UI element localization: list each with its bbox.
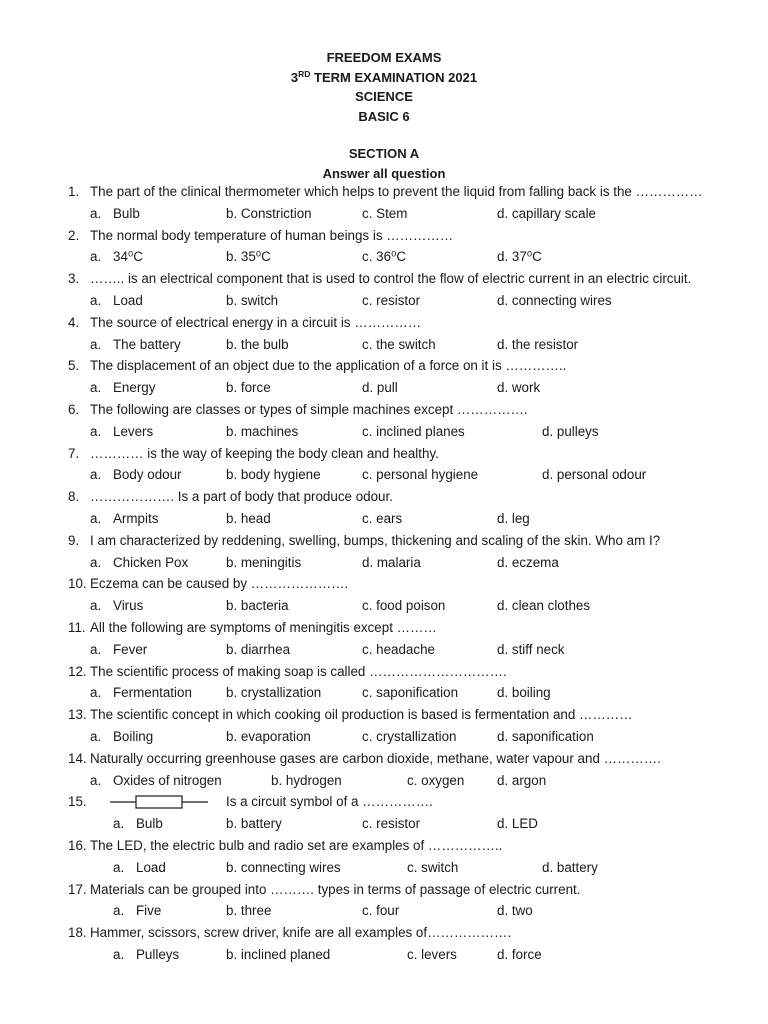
question-17 [0, 879, 768, 901]
option-b: b. Constriction [226, 205, 312, 221]
option-d: d. connecting wires [497, 292, 612, 308]
option-text: Load [113, 292, 143, 308]
question-10 [0, 573, 768, 595]
question-6 [0, 399, 768, 421]
question-number: 5. [68, 358, 80, 374]
option-text: Bulb [136, 816, 163, 832]
option-c: c. inclined planes [362, 423, 465, 439]
option-letter: a. [90, 423, 102, 439]
question-text: The source of electrical energy in a circuit is …………… [90, 314, 422, 330]
option-c: c. food poison [362, 598, 446, 614]
option-c: c. crystallization [362, 728, 457, 744]
question-14 [0, 748, 768, 770]
question-text: The LED, the electric bulb and radio set are examples of …………….. [90, 837, 503, 853]
option-letter: a. [90, 249, 102, 265]
option-b: b. the bulb [226, 336, 289, 352]
question-text: ………… is the way of keeping the body clean and healthy. [90, 445, 439, 461]
option-b: b. head [226, 510, 271, 526]
question-number: 9. [68, 532, 80, 548]
option-text: Oxides of nitrogen [113, 772, 222, 788]
option-b: b. meningitis [226, 554, 302, 570]
option-b: b. battery [226, 816, 282, 832]
question-number: 12. [68, 663, 87, 679]
option-text: The battery [113, 336, 181, 352]
option-text: Body odour [113, 467, 182, 483]
option-c: d. malaria [362, 554, 421, 570]
question-list [0, 181, 768, 966]
option-c: c. 36⁰C [362, 249, 407, 265]
options-row [0, 944, 768, 966]
option-c: c. personal hygiene [362, 467, 479, 483]
question-number: 8. [68, 489, 80, 505]
question-18 [0, 922, 768, 944]
resistor-symbol-icon [110, 795, 210, 809]
options-row [0, 595, 768, 617]
question-2 [0, 225, 768, 247]
option-text: Chicken Pox [113, 554, 189, 570]
option-text: Energy [113, 380, 156, 396]
option-d: d. force [497, 946, 542, 962]
exam-header [0, 48, 768, 126]
option-letter: a. [90, 772, 102, 788]
options-row [0, 464, 768, 486]
option-b: b. machines [226, 423, 299, 439]
option-text: Boiling [113, 728, 154, 744]
option-d: d. clean clothes [497, 598, 591, 614]
option-b: b. body hygiene [226, 467, 321, 483]
option-b: b. connecting wires [226, 859, 341, 875]
question-13 [0, 704, 768, 726]
question-text: The following are classes or types of simple machines except ……………. [90, 401, 528, 417]
question-text: The displacement of an object due to the application of a force on it is ………….. [90, 358, 567, 374]
option-letter: a. [113, 816, 125, 832]
question-text: …….. is an electrical component that is used to control the flow of electric current in an electric circuit. [90, 271, 692, 287]
question-number: 14. [68, 750, 87, 766]
option-d: d. LED [497, 816, 538, 832]
section-title: SECTION A [348, 146, 420, 161]
options-row [0, 857, 768, 879]
options-row [0, 726, 768, 748]
question-number: 2. [68, 227, 80, 243]
option-text: Five [136, 903, 162, 919]
question-text: Eczema can be caused by …………………. [90, 576, 349, 592]
subject-title: SCIENCE [355, 89, 413, 104]
option-text: Armpits [113, 510, 159, 526]
term-ordinal: RD [298, 68, 311, 79]
question-number: 6. [68, 401, 80, 417]
option-b: b. force [226, 380, 271, 396]
option-text: Levers [113, 423, 154, 439]
option-c: c. switch [407, 859, 459, 875]
option-text: Pulleys [136, 946, 180, 962]
option-d: d. boiling [497, 685, 551, 701]
question-number: 15. [68, 794, 87, 810]
question-11 [0, 617, 768, 639]
question-number: 4. [68, 314, 80, 330]
option-c: c. saponification [362, 685, 459, 701]
question-5 [0, 355, 768, 377]
options-row [0, 246, 768, 268]
question-text: The normal body temperature of human beings is …………… [90, 227, 454, 243]
option-b: b. 35⁰C [226, 249, 271, 265]
question-8 [0, 486, 768, 508]
question-text: I am characterized by reddening, swelling, bumps, thickening and scaling of the skin. Who am I? [90, 532, 661, 548]
question-number: 17. [68, 881, 87, 897]
option-d: d. leg [497, 510, 530, 526]
option-letter: a. [113, 903, 125, 919]
option-letter: a. [90, 380, 102, 396]
question-text: Naturally occurring greenhouse gases are carbon dioxide, methane, water vapour and …………. [90, 750, 661, 766]
option-d: d. argon [497, 772, 547, 788]
option-text: Fermentation [113, 685, 192, 701]
option-letter: a. [113, 946, 125, 962]
question-text: The scientific concept in which cooking oil production is based is fermentation and ………… [90, 707, 633, 723]
question-text: The part of the clinical thermometer which helps to prevent the liquid from falling back is the …………… [90, 184, 703, 199]
section-heading [0, 144, 768, 183]
option-b: b. diarrhea [226, 641, 291, 657]
question-text: All the following are symptoms of meningitis except ……… [90, 619, 437, 635]
options-row [0, 334, 768, 356]
option-text: Fever [113, 641, 148, 657]
question-number: 1. [68, 184, 80, 199]
option-c: c. Stem [362, 205, 408, 221]
option-text: Bulb [113, 205, 140, 221]
option-letter: a. [90, 554, 102, 570]
question-text: Hammer, scissors, screw driver, knife are all examples of………………. [90, 925, 512, 941]
option-letter: a. [90, 641, 102, 657]
section-instruction: Answer all question [322, 165, 446, 181]
option-b: b. hydrogen [271, 772, 342, 788]
term-number: 3 [290, 69, 299, 85]
question-number: 16. [68, 837, 87, 853]
option-c: c. oxygen [407, 772, 465, 788]
question-text: The scientific process of making soap is called …………………………. [90, 663, 507, 679]
option-c: c. resistor [362, 816, 421, 832]
option-b: b. inclined planed [226, 946, 331, 962]
option-c: c. ears [362, 510, 403, 526]
option-c: c. the switch [362, 336, 436, 352]
question-15 [0, 791, 768, 813]
option-b: b. crystallization [226, 685, 322, 701]
option-d: d. two [497, 903, 533, 919]
options-row [0, 639, 768, 661]
question-number: 18. [68, 925, 87, 941]
option-letter: a. [90, 336, 102, 352]
option-letter: a. [90, 292, 102, 308]
option-d: d. saponification [497, 728, 594, 744]
option-d: d. 37⁰C [497, 249, 542, 265]
option-c: c. four [362, 903, 400, 919]
question-9 [0, 530, 768, 552]
option-b: b. bacteria [226, 598, 289, 614]
question-text: ………………. Is a part of body that produce odour. [90, 489, 393, 505]
question-text: Materials can be grouped into ………. types in terms of passage of electric current. [90, 881, 581, 897]
options-row [0, 813, 768, 835]
term-title-rest: TERM EXAMINATION 2021 [310, 69, 478, 85]
option-b: b. three [226, 903, 272, 919]
option-b: b. switch [226, 292, 279, 308]
option-c: c. headache [362, 641, 435, 657]
option-letter: a. [90, 685, 102, 701]
option-letter: a. [90, 467, 102, 483]
options-row [0, 508, 768, 530]
option-d: d. eczema [497, 554, 559, 570]
question-text: Is a circuit symbol of a ……………. [226, 794, 433, 810]
option-d: d. stiff neck [497, 641, 565, 657]
option-d: d. the resistor [497, 336, 579, 352]
question-number: 7. [68, 445, 80, 461]
option-c: c. resistor [362, 292, 421, 308]
option-d: d. work [497, 380, 541, 396]
question-4 [0, 312, 768, 334]
term-title [0, 68, 768, 88]
question-1 [0, 181, 768, 203]
option-letter: a. [113, 859, 125, 875]
question-number: 11. [68, 619, 86, 635]
question-3 [0, 268, 768, 290]
question-number: 10. [68, 576, 87, 592]
question-16 [0, 835, 768, 857]
question-number: 13. [68, 707, 87, 723]
option-letter: a. [90, 205, 102, 221]
option-b: b. evaporation [226, 728, 311, 744]
options-row [0, 203, 768, 225]
option-d: d. pulleys [542, 423, 599, 439]
question-7 [0, 443, 768, 465]
option-text: Load [136, 859, 166, 875]
option-d: d. capillary scale [497, 205, 596, 221]
options-row [0, 377, 768, 399]
option-letter: a. [90, 510, 102, 526]
option-c: c. levers [407, 946, 457, 962]
question-12 [0, 661, 768, 683]
options-row [0, 421, 768, 443]
options-row [0, 770, 768, 792]
question-number: 3. [68, 271, 80, 287]
school-name: FREEDOM EXAMS [326, 50, 442, 65]
option-d: d. battery [542, 859, 598, 875]
class-title: BASIC 6 [358, 108, 410, 124]
options-row [0, 900, 768, 922]
options-row [0, 682, 768, 704]
option-letter: a. [90, 598, 102, 614]
option-text: Virus [113, 598, 144, 614]
option-text: 34⁰C [113, 249, 143, 265]
option-letter: a. [90, 728, 102, 744]
options-row [0, 290, 768, 312]
options-row [0, 552, 768, 574]
option-d: d. personal odour [542, 467, 647, 483]
option-c: d. pull [362, 380, 398, 396]
